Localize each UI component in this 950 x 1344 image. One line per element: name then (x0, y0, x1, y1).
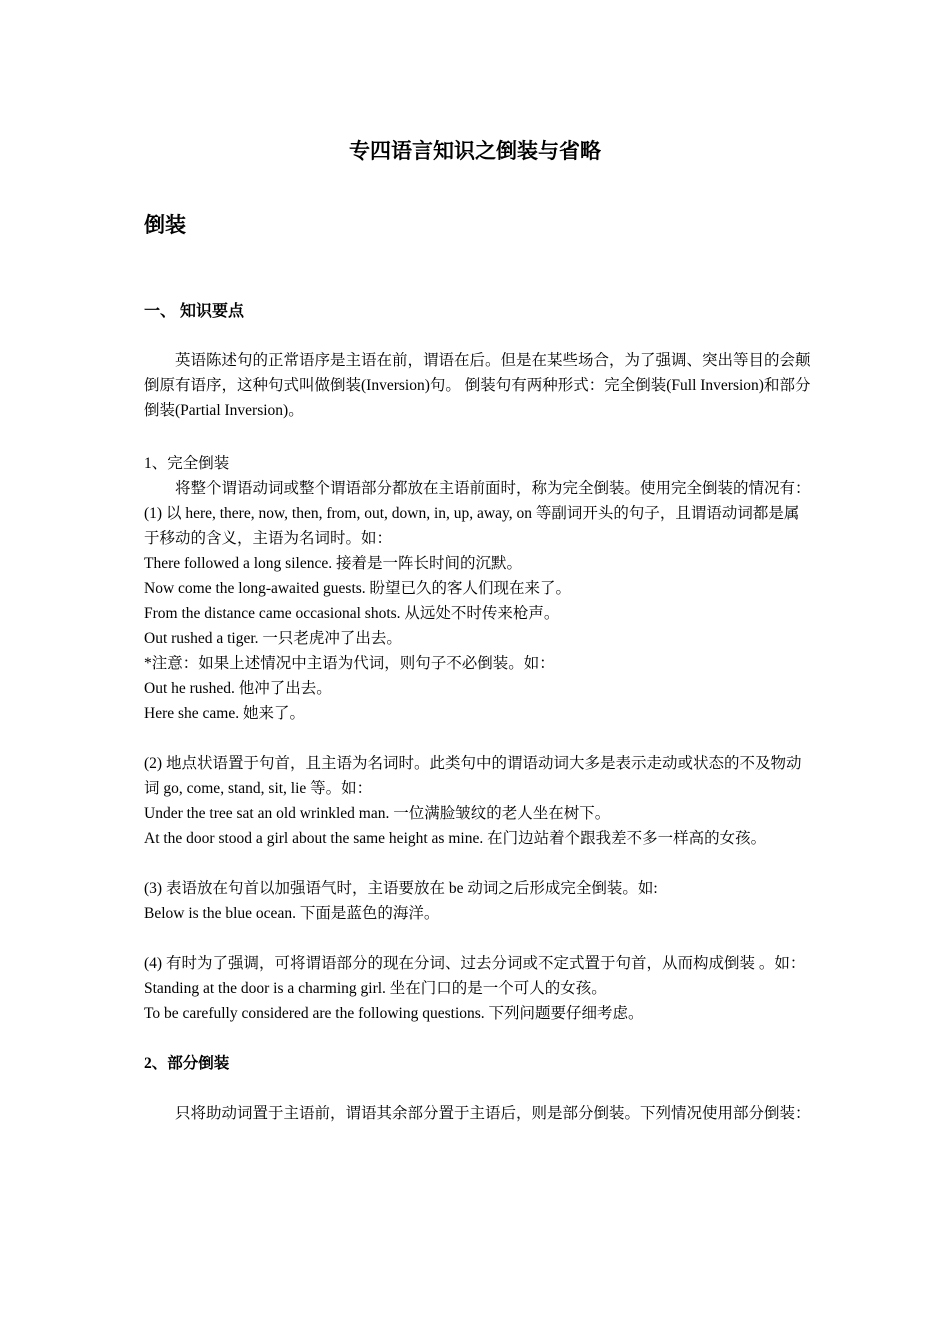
case-4-rule: (4) 有时为了强调，可将谓语部分的现在分词、过去分词或不定式置于句首，从而构成倒装 。如： (144, 955, 806, 972)
example-line: Out he rushed. 他冲了出去。 (144, 680, 332, 697)
example-line: Below is the blue ocean. 下面是蓝色的海洋。 (144, 905, 440, 922)
document-title: 专四语言知识之倒装与省略 (349, 139, 601, 163)
example-line: Out rushed a tiger. 一只老虎冲了出去。 (144, 630, 402, 647)
partial-inversion-description: 只将助动词置于主语前，谓语其余部分置于主语后，则是部分倒装。下列情况使用部分倒装： (175, 1105, 811, 1122)
partial-inversion-heading: 2、部分倒装 (144, 1055, 230, 1072)
intro-paragraph: 英语陈述句的正常语序是主语在前，谓语在后。但是在某些场合，为了强调、突出等目的会颠倒原有语序，这种句式叫做倒装(Inversion)句。 倒装句有两种形式：完全倒装(Full Inversion)和部分倒装(Partial Inversion)。 (144, 352, 811, 419)
example-line: Standing at the door is a charming girl. 坐在门口的是一个可人的女孩。 (144, 980, 607, 997)
section-heading: 倒装 (144, 213, 186, 237)
example-line: Here she came. 她来了。 (144, 705, 305, 722)
example-line: Now come the long-awaited guests. 盼望已久的客人们现在来了。 (144, 580, 572, 597)
example-line: There followed a long silence. 接着是一阵长时间的沉默。 (144, 555, 522, 572)
note-line: *注意：如果上述情况中主语为代词，则句子不必倒装。如： (144, 655, 555, 672)
case-2-rule: (2) 地点状语置于句首，且主语为名词时。此类句中的谓语动词大多是表示走动或状态的不及物动词 go, come, stand, sit, lie 等。如： (144, 755, 802, 797)
example-line: Under the tree sat an old wrinkled man. 一位满脸皱纹的老人坐在树下。 (144, 805, 611, 822)
example-line: From the distance came occasional shots. 从远处不时传来枪声。 (144, 605, 560, 622)
case-3-rule: (3) 表语放在句首以加强语气时，主语要放在 be 动词之后形成完全倒装。如: (144, 880, 658, 897)
full-inversion-description: 将整个谓语动词或整个谓语部分都放在主语前面时，称为完全倒装。使用完全倒装的情况有： (175, 480, 811, 497)
example-line: To be carefully considered are the following questions. 下列问题要仔细考虑。 (144, 1005, 644, 1022)
example-line: At the door stood a girl about the same height as mine. 在门边站着个跟我差不多一样高的女孩。 (144, 830, 767, 847)
body-text (144, 348, 812, 1126)
full-inversion-heading: 1、完全倒装 (144, 455, 230, 472)
subsection-heading: 一、 知识要点 (144, 303, 245, 320)
case-1-rule: (1) 以 here, there, now, then, from, out, down, in, up, away, on 等副词开头的句子，且谓语动词都是属于移动的含义，主语为名词时。如： (144, 505, 800, 547)
